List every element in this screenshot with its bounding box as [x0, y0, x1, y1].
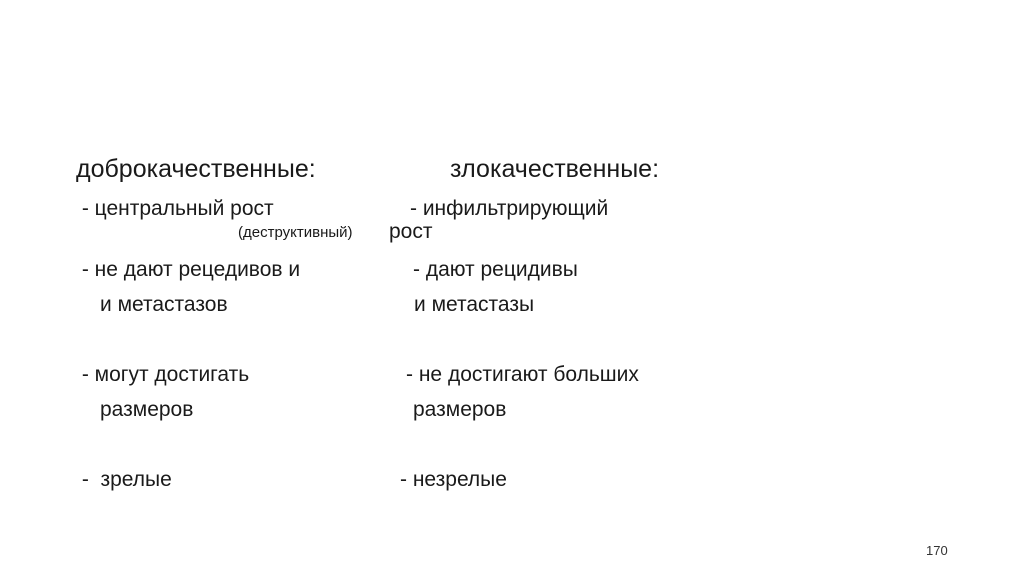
malignant-size-line1: - не достигают больших	[406, 363, 639, 386]
benign-relapse-line2: и метастазов	[100, 293, 228, 316]
malignant-relapse-line2: и метастазы	[414, 293, 535, 316]
benign-header: доброкачественные:	[76, 155, 316, 183]
malignant-size-line2: размеров	[413, 398, 507, 421]
benign-relapse-line1: - не дают рецедивов и	[76, 258, 301, 281]
malignant-header: злокачественные:	[450, 155, 660, 183]
malignant-maturity-text: - незрелые	[400, 468, 507, 491]
malignant-relapse-line1: - дают рецидивы	[413, 258, 578, 281]
malignant-growth-text: - инфильтрирующий	[410, 197, 609, 220]
page-number: 170	[926, 543, 948, 558]
growth-word: рост	[389, 220, 433, 243]
benign-size-line1: - могут достигать	[76, 363, 250, 386]
destructive-note: (деструктивный)	[238, 224, 353, 241]
benign-maturity-text: - зрелые	[76, 468, 172, 491]
benign-size-line2: размеров	[100, 398, 194, 421]
benign-growth-text: - центральный рост	[76, 197, 274, 220]
